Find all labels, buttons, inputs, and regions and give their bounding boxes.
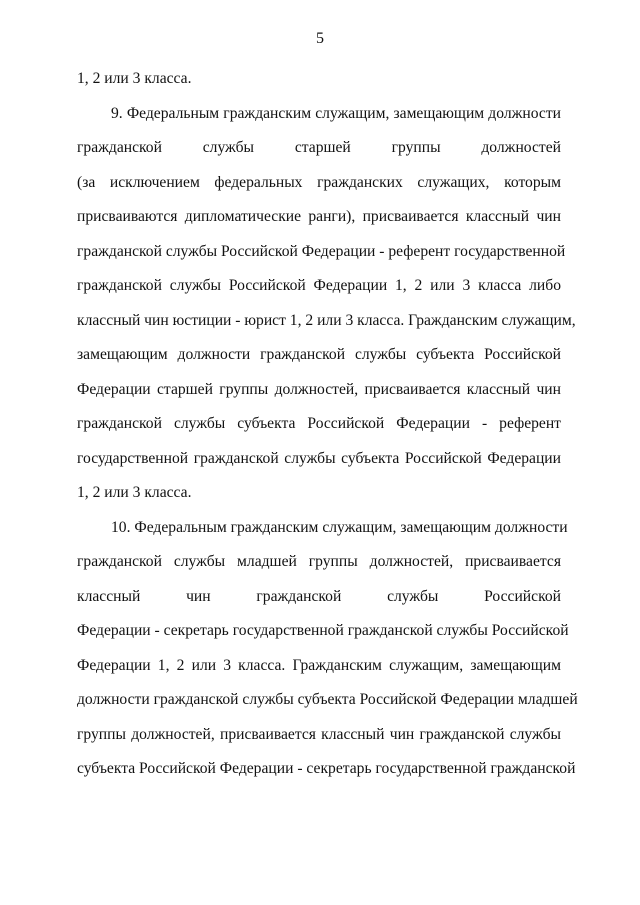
text-line: присваиваются дипломатические ранги), присваивается классный чин — [77, 208, 561, 225]
text-line: (за исключением федеральных гражданских служащих, которым — [77, 173, 561, 191]
text-line: 1, 2 или 3 класса. — [77, 484, 192, 501]
text-line: 10. Федеральным гражданским служащим, замещающим должности — [111, 518, 568, 536]
text-line: гражданской службы младшей группы должностей, присваивается — [77, 553, 561, 570]
paragraph-2 — [77, 97, 576, 511]
text-line: Федерации - секретарь государственной гражданской службы Российской — [77, 622, 569, 639]
text-line: Федерации старшей группы должностей, присваивается классный чин — [77, 380, 561, 398]
text-line: гражданской службы старшей группы должностей — [77, 139, 561, 156]
text-line: замещающим должности гражданской службы субъекта Российской — [77, 346, 561, 363]
text-line: гражданской службы Российской Федерации 1, 2 или 3 класса либо — [77, 277, 561, 294]
text-line: государственной гражданской службы субъекта Российской Федерации — [77, 449, 561, 467]
document-body — [77, 62, 578, 787]
text-line: гражданской службы субъекта Российской Федерации - референт — [77, 415, 561, 432]
text-line: группы должностей, присваивается классный чин гражданской службы — [77, 725, 561, 743]
text-line: 1, 2 или 3 класса. — [77, 70, 192, 87]
text-line: субъекта Российской Федерации - секретарь государственной гражданской — [77, 760, 576, 777]
text-line: классный чин юстиции - юрист 1, 2 или 3 класса. Гражданским служащим, — [77, 311, 576, 329]
text-line: 9. Федеральным гражданским служащим, замещающим должности — [111, 104, 561, 122]
page-number: 5 — [316, 30, 324, 47]
paragraph-1 — [77, 62, 561, 97]
text-line: Федерации 1, 2 или 3 класса. Гражданским служащим, замещающим — [77, 656, 561, 674]
paragraph-3 — [77, 511, 578, 787]
text-line: классный чин гражданской службы Российской — [77, 587, 561, 605]
text-line: гражданской службы Российской Федерации - референт государственной — [77, 242, 566, 260]
text-line: должности гражданской службы субъекта Российской Федерации младшей — [77, 691, 578, 708]
